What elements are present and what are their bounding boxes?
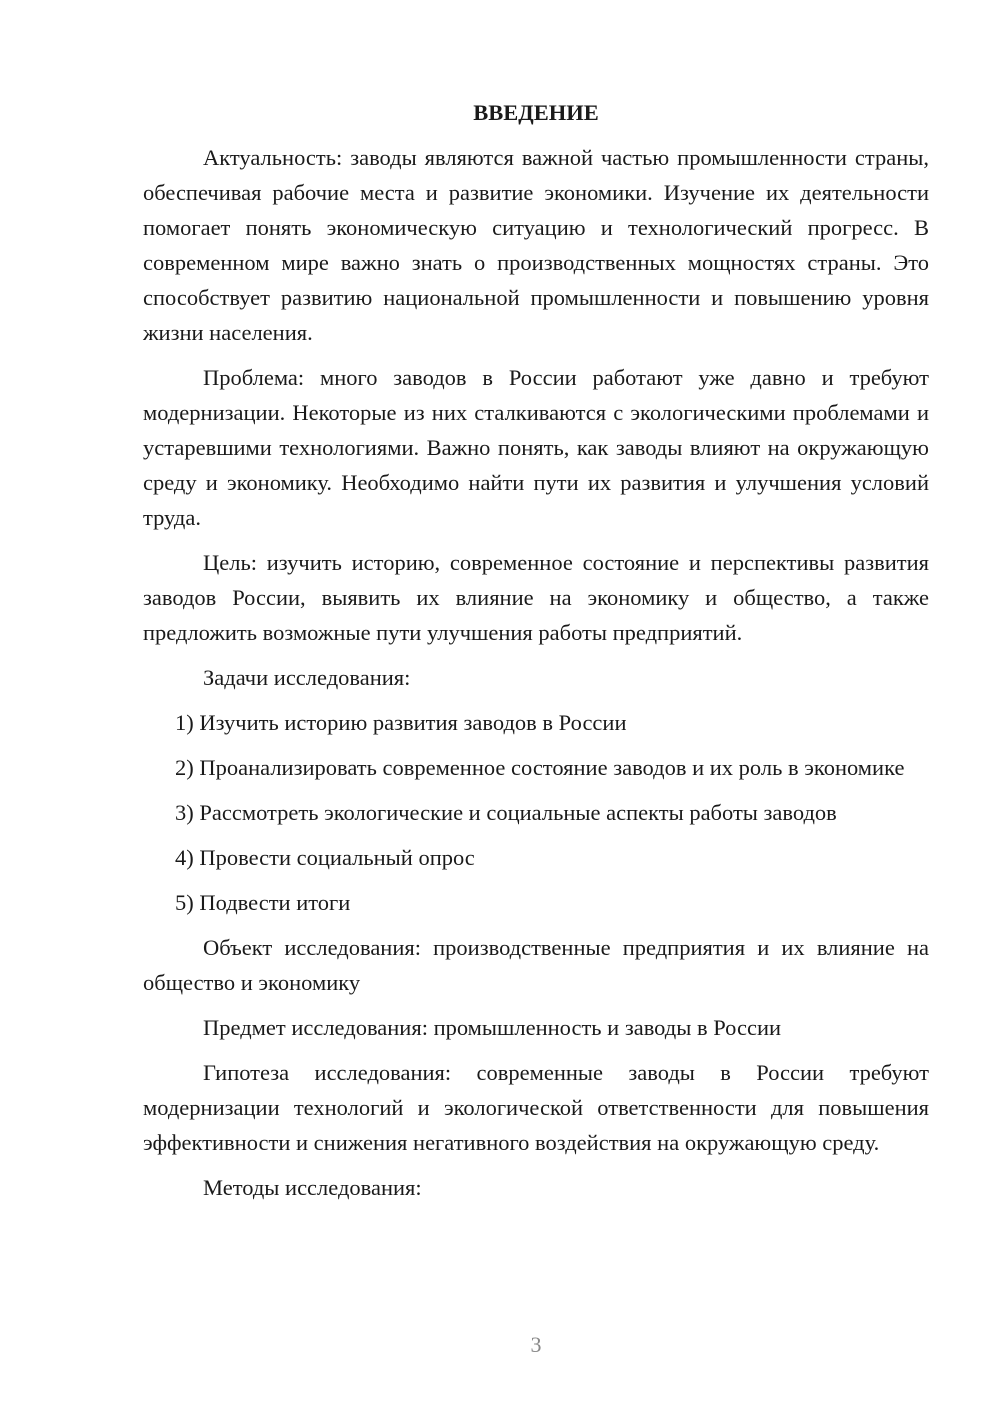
section-title: ВВЕДЕНИЕ [473, 100, 599, 125]
task-item: 2) Проанализировать современное состояние заводов и их роль в экономике [175, 755, 905, 780]
subject-paragraph: Предмет исследования: промышленность и заводы в России [203, 1015, 782, 1040]
task-item: 4) Провести социальный опрос [175, 845, 475, 870]
goal-paragraph: Цель: изучить историю, современное состояние и перспективы развития заводов России, выявить их влияние на экономику и общество, а также предложить возможные пути улучшения работы предприятий. [143, 550, 929, 645]
page-number: 3 [530, 1332, 542, 1357]
methods-heading: Методы исследования: [203, 1175, 422, 1200]
hypothesis-paragraph: Гипотеза исследования: современные заводы в России требуют модернизации технологий и экологической ответственности для повышения эффективности и снижения негативного воздействия на окружающую среду. [143, 1060, 929, 1155]
task-item: 1) Изучить историю развития заводов в России [175, 710, 627, 735]
relevance-paragraph: Актуальность: заводы являются важной частью промышленности страны, обеспечивая рабочие места и развитие экономики. Изучение их деятельности помогает понять экономическую ситуацию и технологический прогресс. В современном мире важно знать о производственных мощностях страны. Это способствует развитию национальной промышленности и повышению уровня жизни населения. [143, 145, 929, 345]
object-paragraph: Объект исследования: производственные предприятия и их влияние на общество и экономику [143, 935, 929, 995]
problem-paragraph: Проблема: много заводов в России работают уже давно и требуют модернизации. Некоторые из них сталкиваются с экологическими проблемами и устаревшими технологиями. Важно понять, как заводы влияют на окружающую среду и экономику. Необходимо найти пути их развития и улучшения условий труда. [143, 365, 929, 530]
task-item: 5) Подвести итоги [175, 890, 351, 915]
task-item: 3) Рассмотреть экологические и социальные аспекты работы заводов [175, 800, 837, 825]
page-content [143, 95, 929, 1215]
tasks-heading: Задачи исследования: [203, 665, 411, 690]
